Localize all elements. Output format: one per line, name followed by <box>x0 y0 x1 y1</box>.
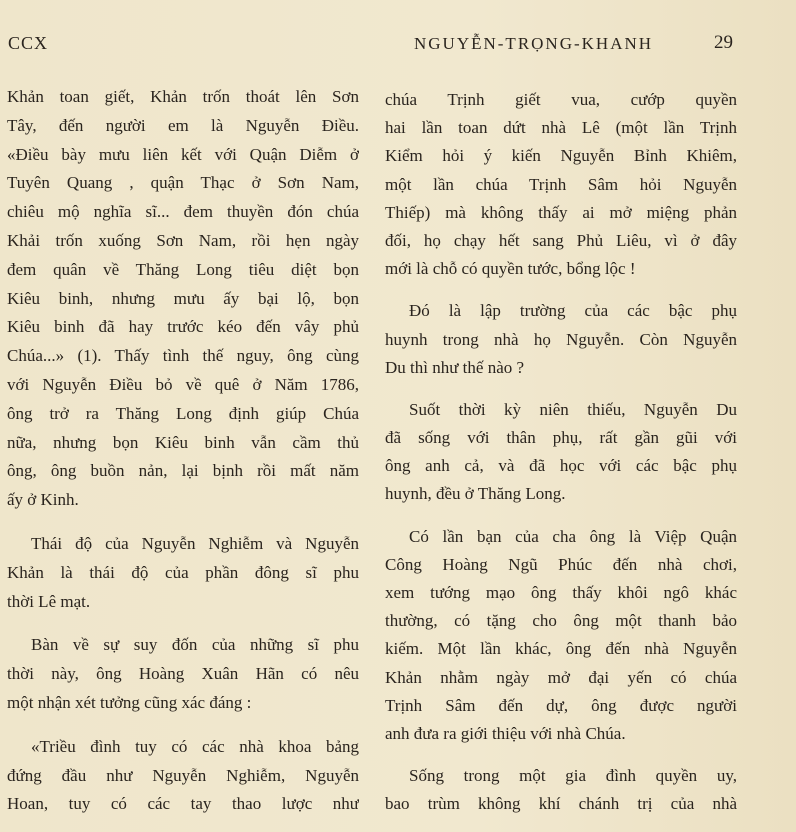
text-line: Chúa...» (1). Thấy tình thế nguy, ông cùng <box>7 346 359 366</box>
paragraph <box>385 523 737 749</box>
text-line: Có lần bạn của cha ông là Việp Quận <box>409 526 737 546</box>
text-line: Khản nhằm ngày mở đại yến có chúa <box>385 667 737 687</box>
text-line: Công Hoàng Ngũ Phúc đến nhà chơi, <box>385 554 737 574</box>
text-line: Thái độ của Nguyễn Nghiễm và Nguyễn <box>31 533 359 553</box>
text-line: nữa, nhưng bọn Kiêu binh vẫn cầm thủ <box>7 432 359 452</box>
paragraph <box>7 530 359 616</box>
text-line: Khản là thái độ của phần đông sĩ phu <box>7 562 359 582</box>
text-line: kiếm. Một lần khác, ông đến nhà Nguyễn <box>385 639 737 659</box>
text-line: Đó là lập trường của các bậc phụ <box>409 301 737 321</box>
text-line: một nhận xét tưởng cũng xác đáng : <box>7 692 252 712</box>
right-column <box>385 86 737 819</box>
paragraph <box>385 762 737 818</box>
text-line: Suốt thời kỳ niên thiếu, Nguyễn Du <box>409 399 737 419</box>
text-line: thời Lê mạt. <box>7 591 91 611</box>
text-line: ông anh cả, và đã học với các bậc phụ <box>385 456 737 476</box>
page-number: 29 <box>714 32 733 53</box>
text-line: huynh trong nhà họ Nguyễn. Còn Nguyễn <box>385 329 737 349</box>
left-column <box>7 83 359 819</box>
text-line: đối, họ chạy hết sang Phủ Liêu, vì ở đây <box>385 230 737 250</box>
text-line: đã sống với thân phụ, rất gần gũi với <box>385 428 737 448</box>
section-label: CCX <box>8 33 49 53</box>
text-line: «Điều bày mưu liên kết với Quận Diễm ở <box>7 144 359 164</box>
text-line: ông, ông buồn nản, lại bịnh rồi mất năm <box>7 461 359 481</box>
text-line: chiêu mộ nghĩa sĩ... đem thuyền đón chúa <box>7 202 359 222</box>
paragraph <box>385 396 737 509</box>
text-line: anh đưa ra giới thiệu với nhà Chúa. <box>385 723 626 743</box>
text-line: với Nguyễn Điều bỏ về quê ở Năm 1786, <box>7 374 359 394</box>
text-line: Khải trốn xuống Sơn Nam, rồi hẹn ngày <box>7 230 359 250</box>
text-line: Tuyên Quang , quận Thạc ở Sơn Nam, <box>7 173 359 193</box>
text-line: một lần chúa Trịnh Sâm hỏi Nguyễn <box>385 174 737 194</box>
paragraph <box>7 83 359 515</box>
text-line: ông trở ra Thăng Long định giúp Chúa <box>7 403 359 423</box>
text-line: «Triều đình tuy có các nhà khoa bảng <box>31 736 359 756</box>
text-line: Du thì như thế nào ? <box>385 357 525 377</box>
paragraph <box>385 297 737 382</box>
text-line: Kiêu binh, nhưng mưu ấy bại lộ, bọn <box>7 288 359 308</box>
text-line: Kiêu binh đã hay trước kéo đến vây phủ <box>7 317 359 337</box>
text-line: Thiếp) mà không thấy ai mở miệng phản <box>385 202 737 222</box>
text-line: Hoan, tuy có các tay thao lược như <box>7 794 359 814</box>
text-line: Sống trong một gia đình quyền uy, <box>409 766 737 786</box>
paragraph <box>385 86 737 283</box>
text-line: Khản toan giết, Khản trốn thoát lên Sơn <box>7 87 359 106</box>
running-title: NGUYỄN-TRỌNG-KHANH <box>414 34 654 53</box>
text-line: đem quân về Thăng Long tiêu diệt bọn <box>7 259 359 279</box>
text-line: đứng đầu như Nguyễn Nghiễm, Nguyễn <box>7 765 359 785</box>
text-line: Bàn về sự suy đốn của những sĩ phu <box>31 635 359 655</box>
text-line: huynh, đều ở Thăng Long. <box>385 484 566 504</box>
text-line: Tây, đến người em là Nguyễn Điều. <box>7 115 359 135</box>
text-line: xem tướng mạo ông thấy khôi ngô khác <box>385 583 737 602</box>
text-line: thường, có tặng cho ông một thanh bảo <box>385 611 737 631</box>
paragraph <box>7 631 359 717</box>
text-line: chúa Trịnh giết vua, cướp quyền <box>385 90 737 109</box>
text-line: thời này, ông Hoàng Xuân Hãn có nêu <box>7 664 359 684</box>
text-line: bao trùm không khí chánh trị của nhà <box>385 794 737 814</box>
text-line: Kiểm hỏi ý kiến Nguyễn Bỉnh Khiêm, <box>385 146 737 166</box>
text-line: ấy ở Kinh. <box>7 490 79 510</box>
paragraph <box>7 733 359 819</box>
text-line: Trịnh Sâm đến dự, ông được người <box>385 695 737 715</box>
text-line: mới là chỗ có quyền tước, bổng lộc ! <box>385 259 636 279</box>
text-line: hai lần toan dứt nhà Lê (một lần Trịnh <box>385 118 737 138</box>
